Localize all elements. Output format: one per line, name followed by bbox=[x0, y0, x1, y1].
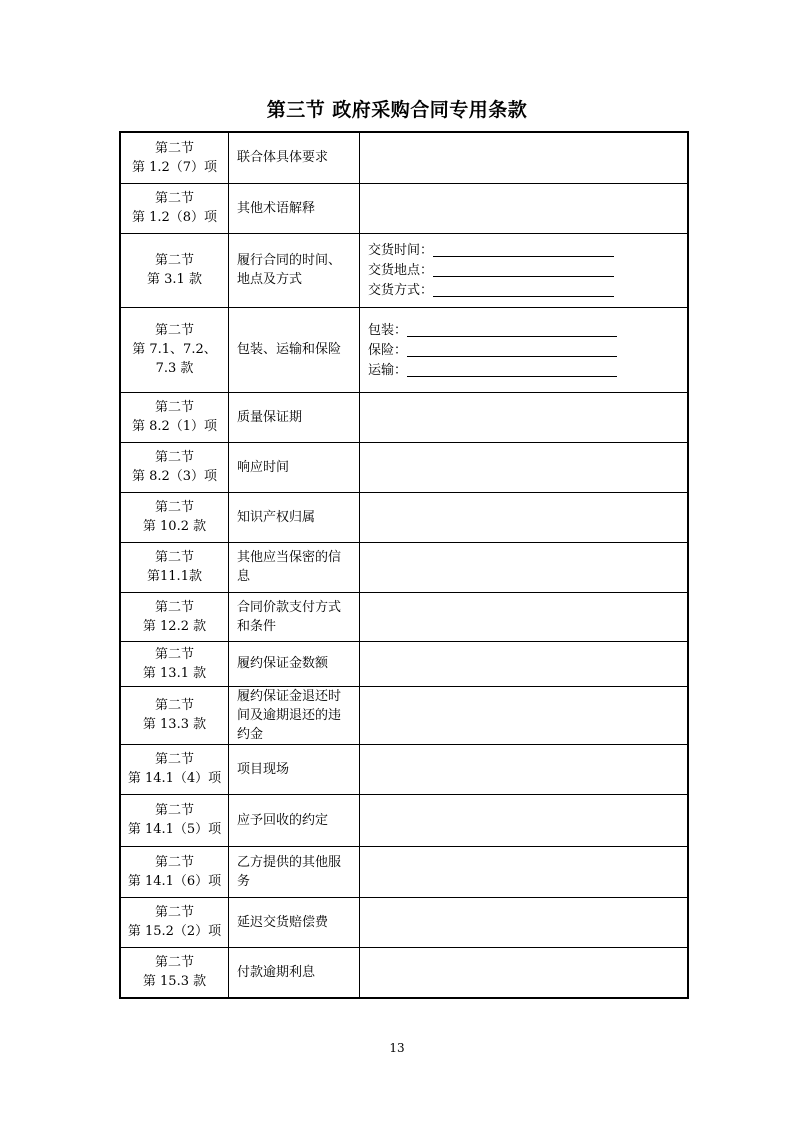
table-row bbox=[120, 897, 688, 947]
clause-reference-line: 第 3.1 款 bbox=[147, 272, 202, 287]
clause-reference bbox=[120, 897, 229, 947]
item-content[interactable] bbox=[360, 132, 689, 183]
clause-reference bbox=[120, 794, 229, 846]
clause-reference-line: 第二节 bbox=[154, 803, 194, 818]
item-description: 履约保证金数额 bbox=[229, 641, 360, 686]
table-row bbox=[120, 794, 688, 846]
clause-reference bbox=[120, 947, 229, 998]
table-row bbox=[120, 686, 688, 744]
item-content[interactable] bbox=[360, 492, 689, 542]
clause-reference bbox=[120, 542, 229, 592]
page-title: 第三节 政府采购合同专用条款 bbox=[266, 99, 528, 121]
item-content[interactable] bbox=[360, 794, 689, 846]
clause-reference-line: 第二节 bbox=[154, 400, 194, 415]
clause-reference bbox=[120, 307, 229, 392]
table-row bbox=[120, 846, 688, 897]
field-label: 交货时间： bbox=[368, 243, 434, 258]
item-description: 履行合同的时间、地点及方式 bbox=[229, 233, 360, 307]
item-description: 质量保证期 bbox=[229, 392, 360, 442]
fill-in-line[interactable] bbox=[407, 335, 617, 337]
table-row bbox=[120, 592, 688, 641]
table-row bbox=[120, 947, 688, 998]
item-content[interactable] bbox=[360, 542, 689, 592]
clause-reference bbox=[120, 846, 229, 897]
clause-reference-line: 第二节 bbox=[154, 191, 194, 206]
clause-reference bbox=[120, 492, 229, 542]
clause-reference-line: 第 15.3 款 bbox=[142, 974, 207, 990]
fill-in-field[interactable] bbox=[368, 240, 687, 260]
clause-reference bbox=[120, 641, 229, 686]
clause-reference-line: 第 12.2 款 bbox=[142, 618, 207, 634]
item-description: 项目现场 bbox=[229, 744, 360, 794]
clause-reference-line: 第二节 bbox=[154, 646, 194, 662]
table-row bbox=[120, 542, 688, 592]
clause-reference bbox=[120, 132, 229, 183]
field-label: 交货地点： bbox=[368, 263, 434, 278]
fill-in-field[interactable] bbox=[368, 340, 687, 360]
item-content[interactable] bbox=[360, 686, 689, 744]
field-label: 运输： bbox=[368, 362, 408, 378]
fill-in-field[interactable] bbox=[368, 320, 687, 340]
item-description: 包装、运输和保险 bbox=[229, 307, 360, 392]
fill-in-line[interactable] bbox=[433, 275, 614, 277]
clause-reference-line: 第二节 bbox=[154, 140, 194, 156]
clause-reference-line: 第 1.2（7）项 bbox=[131, 159, 218, 175]
fill-in-line[interactable] bbox=[407, 355, 617, 357]
clause-reference-line: 第 14.1（4）项 bbox=[127, 771, 222, 786]
fill-in-field[interactable] bbox=[368, 280, 687, 300]
page-number: 13 bbox=[389, 1041, 405, 1055]
item-content[interactable] bbox=[360, 641, 689, 686]
clause-reference bbox=[120, 592, 229, 641]
table-row bbox=[120, 492, 688, 542]
fill-in-line[interactable] bbox=[433, 255, 614, 257]
item-content[interactable] bbox=[360, 744, 689, 794]
item-description: 延迟交货赔偿费 bbox=[229, 897, 360, 947]
item-description: 履约保证金退还时间及逾期退还的违约金 bbox=[229, 686, 360, 744]
clause-reference bbox=[120, 392, 229, 442]
item-content[interactable] bbox=[360, 442, 689, 492]
item-content[interactable] bbox=[360, 947, 689, 998]
table-row bbox=[120, 183, 688, 233]
clause-reference-line: 第二节 bbox=[154, 905, 194, 920]
table-row bbox=[120, 392, 688, 442]
item-description: 乙方提供的其他服务 bbox=[229, 846, 360, 897]
clause-reference-line: 第二节 bbox=[154, 854, 194, 870]
item-description: 应予回收的约定 bbox=[229, 794, 360, 846]
clause-reference-line: 第 8.2（3）项 bbox=[131, 469, 218, 484]
clause-reference-line: 第11.1款 bbox=[147, 569, 202, 584]
item-description: 其他应当保密的信息 bbox=[229, 542, 360, 592]
clause-reference-line: 第二节 bbox=[154, 450, 194, 465]
clause-reference-line: 第二节 bbox=[154, 599, 194, 615]
clause-reference bbox=[120, 233, 229, 307]
item-description: 响应时间 bbox=[229, 442, 360, 492]
table-row bbox=[120, 641, 688, 686]
item-description: 付款逾期利息 bbox=[229, 947, 360, 998]
fill-in-field[interactable] bbox=[368, 260, 687, 280]
clause-reference-line: 第二节 bbox=[154, 698, 194, 713]
clause-reference bbox=[120, 744, 229, 794]
clause-reference bbox=[120, 183, 229, 233]
item-description: 合同价款支付方式和条件 bbox=[229, 592, 360, 641]
item-content[interactable] bbox=[360, 392, 689, 442]
clause-reference-line: 第 7.1、7.2、 bbox=[132, 342, 217, 357]
clause-reference-line: 第 13.1 款 bbox=[142, 665, 207, 681]
clause-reference bbox=[120, 442, 229, 492]
table-row bbox=[120, 233, 688, 307]
item-content[interactable] bbox=[360, 846, 689, 897]
fill-in-line[interactable] bbox=[407, 375, 617, 377]
item-content[interactable] bbox=[360, 592, 689, 641]
clause-reference-line: 第 10.2 款 bbox=[142, 519, 207, 534]
field-label: 交货方式： bbox=[368, 283, 434, 298]
clause-reference-line: 第 1.2（8）项 bbox=[131, 210, 218, 225]
clause-reference-line: 7.3 款 bbox=[155, 361, 194, 376]
item-content[interactable] bbox=[360, 897, 689, 947]
field-label: 保险： bbox=[368, 342, 408, 358]
table-row bbox=[120, 442, 688, 492]
special-terms-table bbox=[119, 131, 689, 999]
fill-in-line[interactable] bbox=[433, 295, 614, 297]
item-description: 知识产权归属 bbox=[229, 492, 360, 542]
table-row bbox=[120, 744, 688, 794]
clause-reference-line: 第 14.1（5）项 bbox=[127, 822, 222, 837]
table-row bbox=[120, 307, 688, 392]
clause-reference-line: 第二节 bbox=[154, 500, 194, 515]
clause-reference-line: 第 8.2（1）项 bbox=[131, 419, 218, 434]
clause-reference-line: 第 15.2（2）项 bbox=[127, 924, 222, 939]
clause-reference-line: 第二节 bbox=[154, 253, 194, 268]
item-description: 其他术语解释 bbox=[229, 183, 360, 233]
clause-reference-line: 第二节 bbox=[154, 550, 194, 565]
item-description: 联合体具体要求 bbox=[229, 132, 360, 183]
clause-reference bbox=[120, 686, 229, 744]
item-content[interactable] bbox=[360, 233, 689, 307]
clause-reference-line: 第二节 bbox=[154, 323, 194, 338]
table-row bbox=[120, 132, 688, 183]
item-content[interactable] bbox=[360, 307, 689, 392]
clause-reference-line: 第二节 bbox=[154, 955, 194, 971]
fill-in-field[interactable] bbox=[368, 360, 687, 380]
clause-reference-line: 第 14.1（6）项 bbox=[127, 873, 222, 889]
clause-reference-line: 第二节 bbox=[154, 752, 194, 767]
item-content[interactable] bbox=[360, 183, 689, 233]
clause-reference-line: 第 13.3 款 bbox=[142, 717, 207, 732]
field-label: 包装： bbox=[368, 322, 408, 338]
